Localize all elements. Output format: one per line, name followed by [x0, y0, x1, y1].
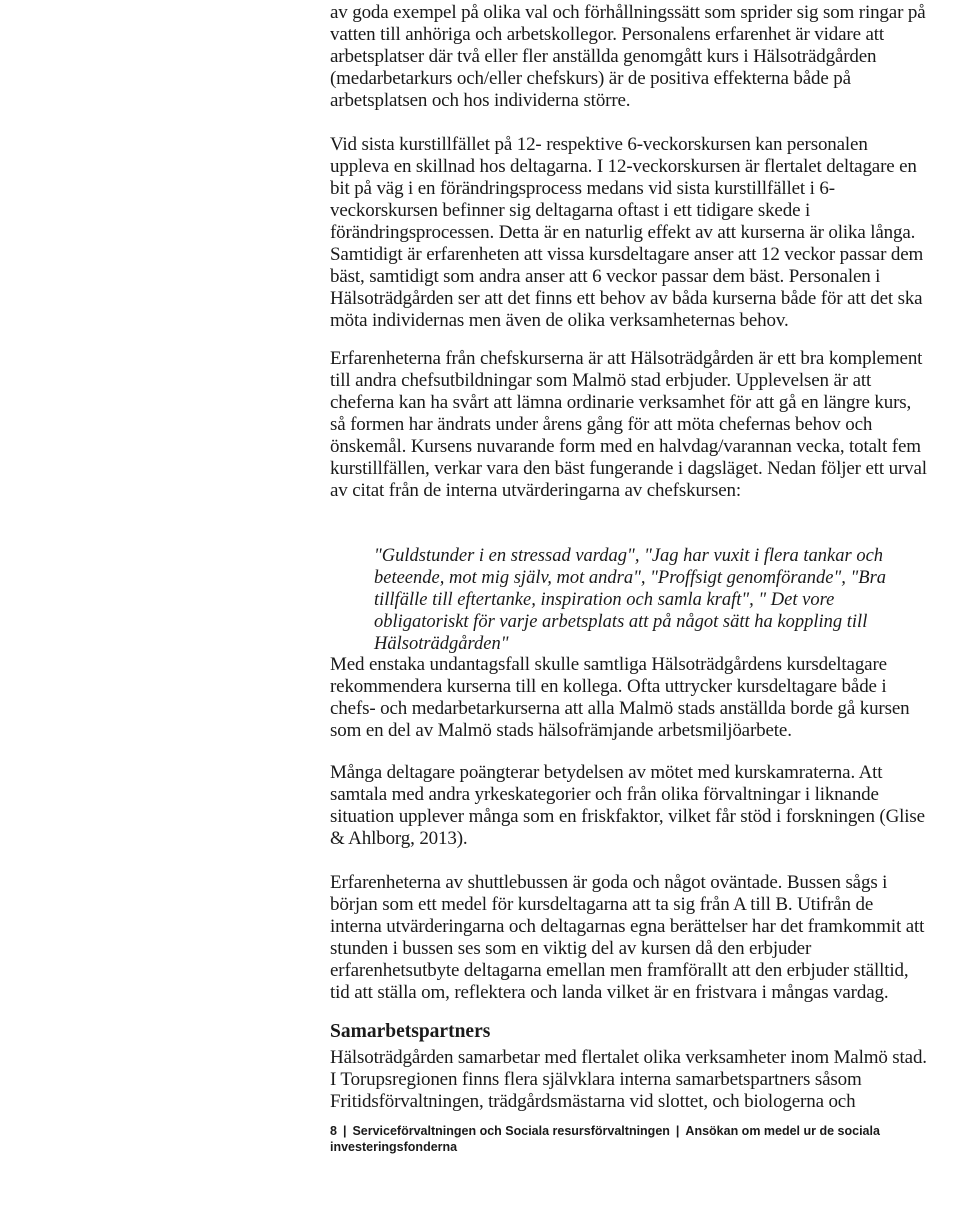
footer-separator: | [342, 1124, 347, 1138]
quote-block: "Guldstunder i en stressad vardag", "Jag har vuxit i flera tankar och beteende, mot mig själv, mot andra", "Proffsigt genomförande", "Bra tillfälle till eftertanke, inspiration och samla kraft", " Det vore obligatoriskt för varje arbetsplats att på något sätt ha koppling till Hälsoträdgården" [374, 546, 887, 654]
paragraph-manager-courses: Erfarenheterna från chefskurserna är att Hälsoträdgården är ett bra komplement till andra chefsutbildningar som Malmö stad erbjuder. Upplevelsen är att cheferna kan ha svårt att lämna ordinarie verksamhet för att gå en längre kurs, så formen har ändrats under årens gång för att möta chefernas behov och önskemål. Kursens nuvarande form med en halvdag/varannan vecka, totalt fem kurstillfällen, verkar vara den bäst fungerande i dagsläget. Nedan följer ett urval av citat från de interna utvärderingarna av chefskursen: [330, 348, 927, 501]
section-heading: Samarbetspartners [330, 1021, 491, 1042]
footer-separator-2: | [675, 1124, 680, 1138]
paragraph-intro: av goda exempel på olika val och förhållningssätt som sprider sig som ringar på vatten till anhöriga och arbetskollegor. Personalens erfarenhet är vidare att arbetsplatser där två eller fler anställda genomgått kurs i Hälsoträdgården (medarbetarkurs och/eller chefskurs) är de positiva effekterna både på arbetsplatsen och hos individerna större. [330, 2, 926, 111]
page-footer [330, 1123, 930, 1155]
paragraph-recommendation: Med enstaka undantagsfall skulle samtliga Hälsoträdgårdens kursdeltagare rekommendera kurserna till en kollega. Ofta uttrycker kursdeltagare både i chefs- och medarbetarkurserna att alla Malmö stads anställda borde gå kursen som en del av Malmö stads hälsofrämjande arbetsmiljöarbete. [330, 654, 910, 741]
footer-document-title: Ansökan om medel ur de sociala investeringsfonderna [330, 1124, 880, 1154]
paragraph-peers: Många deltagare poängterar betydelsen av mötet med kurskamraterna. Att samtala med andra yrkeskategorier och från olika förvaltningar i liknande situation upplever många som en friskfaktor, vilket får stöd i forskningen (Glise & Ahlborg, 2013). [330, 762, 925, 849]
paragraph-partners: Hälsoträdgården samarbetar med flertalet olika verksamheter inom Malmö stad. I Torupsregionen finns flera självklara interna samarbetspartners såsom Fritidsförvaltningen, trädgårdsmästarna vid slottet, och biologerna och [330, 1047, 927, 1112]
paragraph-course-comparison: Vid sista kurstillfället på 12- respektive 6-veckorskursen kan personalen uppleva en skillnad hos deltagarna. I 12-veckorskursen är flertalet deltagare en bit på väg i en förändringsprocess medans vid sista kurstillfället i 6-veckorskursen befinner sig deltagarna oftast i ett tidigare skede i förändringsprocessen. Detta är en naturlig effekt av att kurserna är olika långa. Samtidigt är erfarenheten att vissa kursdeltagare anser att 12 veckor passar dem bäst, samtidigt som andra anser att 6 veckor passar dem bäst. Personalen i Hälsoträdgården ser att det finns ett behov av båda kurserna både för att det ska möta individernas men även de olika verksamheternas behov. [330, 134, 924, 331]
footer-department: Serviceförvaltningen och Sociala resursförvaltningen [352, 1124, 670, 1138]
paragraph-shuttlebus: Erfarenheterna av shuttlebussen är goda och något oväntade. Bussen sågs i början som ett medel för kursdeltagarna att ta sig från A till B. Utifrån de interna utvärderingarna och deltagarnas egna berättelser har det framkommit att stunden i bussen ses som en viktig del av kursen då den erbjuder erfarenhetsutbyte deltagarna emellan men framförallt att den erbjuder ställtid, tid att ställa om, reflektera och landa vilket är en fristvara i mångas vardag. [330, 872, 925, 1003]
footer-page-number: 8 [330, 1124, 337, 1138]
